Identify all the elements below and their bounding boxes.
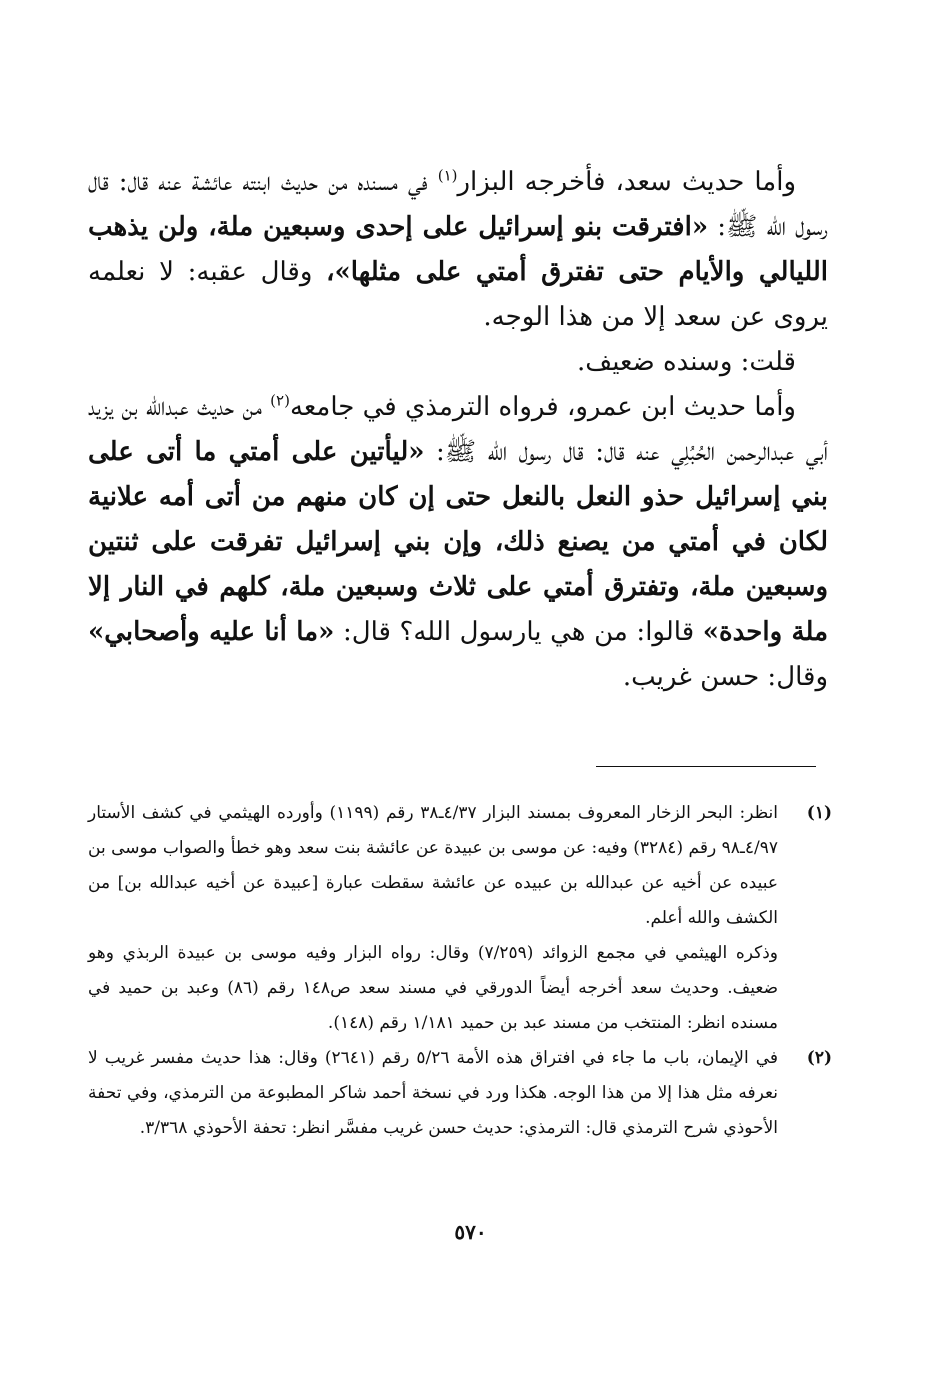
- footnote-number: (٢): [806, 1048, 832, 1068]
- footnote-divider: [596, 766, 816, 767]
- footnote-1: [88, 796, 832, 1041]
- footnote-2: [88, 1041, 832, 1146]
- paragraph-text: وأما حديث سعد، فأخرجه البزار: [457, 167, 797, 197]
- paragraph-saad-hadith: [88, 160, 828, 340]
- paragraph-text: قالوا: من هي يارسول الله؟ قال:: [334, 617, 703, 647]
- hadith-quote: «ما أنا عليه وأصحابي»: [88, 617, 335, 647]
- paragraph-ibn-amr-hadith: [88, 385, 828, 700]
- main-text: [88, 160, 828, 700]
- footnote-body: [88, 1041, 778, 1146]
- footnote-paragraph: وذكره الهيثمي في مجمع الزوائد (٧/٢٥٩) وقال: رواه البزار وفيه موسى بن عبيدة الربذي وهو ضعيف. وحديث سعد أخرجه أيضاً الدورقي في مسند سعد ص١٤٨ رقم (٨٦) وعبد بن حميد في مسنده انظر: المنتخب من مسند عبد بن حميد ١/١٨١ رقم (١٤٨).: [88, 943, 779, 1033]
- hadith-quote: «ليأتين على أمتي ما أتى على بني إسرائيل حذو النعل بالنعل حتى إن كان منهم من أتى أمه علانية لكان في أمتي من يصنع ذلك، وإن بني إسرائيل تفرقت على ثنتين وسبعين ملة، وتفترق أمتي على ثلاث وسبعين ملة، كلهم في النار إلا ملة واحدة»: [88, 437, 828, 647]
- footnote-ref-2[interactable]: (٢): [270, 391, 290, 410]
- paragraph-text: وقال: حسن غريب.: [622, 662, 828, 692]
- hadith-quote: «افترقت بنو إسرائيل على إحدى وسبعين ملة، ولن يذهب الليالي والأيام حتى تفترق أمتي على مثلها»،: [88, 212, 828, 287]
- footnotes: [88, 796, 832, 1146]
- footnote-number: (١): [806, 803, 832, 823]
- paragraph-text: وقال عقبه: لا نعلمه يروى عن سعد إلا من هذا الوجه.: [88, 257, 828, 332]
- paragraph-text: في مسنده من حديث ابنته عائشة عنه قال: قال رسول الله ﷺ:: [88, 167, 828, 242]
- footnote-paragraph: في الإيمان، باب ما جاء في افتراق هذه الأمة ٥/٢٦ رقم (٢٦٤١) وقال: هذا حديث مفسر غريب لا نعرفه مثل هذا إلا من هذا الوجه. هكذا ورد في نسخة أحمد شاكر المطبوعة من الترمذي، وفي تحفة الأحوذي شرح الترمذي قال: الترمذي: حديث حسن غريب مفسَّر انظر: تحفة الأحوذي ٣/٣٦٨.: [88, 1048, 779, 1138]
- footnote-ref-1[interactable]: (١): [437, 166, 458, 185]
- page-number: ٥٧٠: [454, 1220, 487, 1244]
- paragraph-text: وأما حديث ابن عمرو، فرواه الترمذي في جامعه: [289, 392, 796, 422]
- footnote-paragraph: انظر: البحر الزخار المعروف بمسند البزار ٤/٣٧ـ٣٨ رقم (١١٩٩) وأورده الهيثمي في كشف الأستار ٤/٩٧ـ٩٨ رقم (٣٢٨٤) وفيه: عن موسى بن عبيدة عن عائشة بنت سعد وهو خطأ والصواب موسى بن عبيده عن أخيه عن عبدالله بن عبيده عن عائشة سقطت عبارة [عبيدة عن أخيه عبدالله بن] من الكشف والله أعلم.: [88, 803, 779, 928]
- paragraph-note: قلت: وسنده ضعيف.: [577, 347, 796, 377]
- paragraph-text: من حديث عبدالله بن يزيد أبي عبدالرحمن الحُبُلِي عنه قال: قال رسول الله ﷺ:: [88, 392, 829, 467]
- footnote-body: [88, 796, 778, 1041]
